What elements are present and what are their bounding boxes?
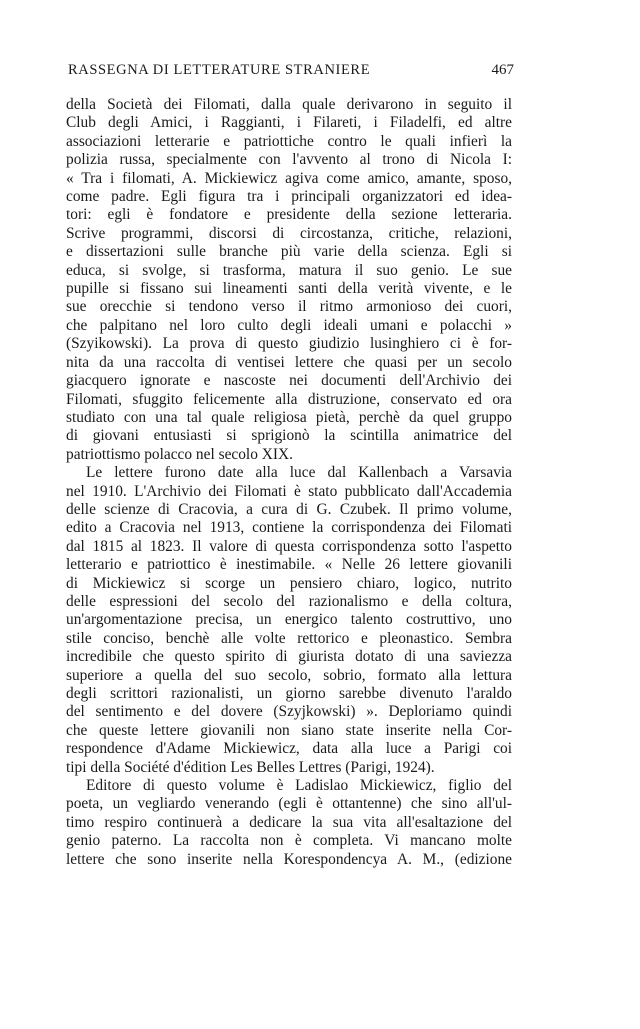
text-line: Club degli Amici, i Raggianti, i Filareti, i Filadelfi, ed altre <box>66 114 512 132</box>
text-line: superiore a quella del suo secolo, sobrio, formato alla lettura <box>66 666 512 684</box>
text-line: nita da una raccolta di ventisei lettere che quasi per un secolo <box>66 353 512 371</box>
text-line: dal 1815 al 1823. Il valore di questa corrispondenza sotto l'aspetto <box>66 537 512 555</box>
text-line: timo respiro continuerà a dedicare la sua vita all'esaltazione del <box>66 813 512 831</box>
text-line: polizia russa, specialmente con l'avvento al trono di Nicola I: <box>66 151 512 169</box>
text-line: giacquero ignorate e nascoste nei documenti dell'Archivio dei <box>66 372 512 390</box>
text-line: della Società dei Filomati, dalla quale derivarono in seguito il <box>66 96 512 113</box>
text-line: Editore di questo volume è Ladislao Mickiewicz, figlio del <box>86 777 512 795</box>
text-line: edito a Cracovia nel 1913, contiene la corrispondenza dei Filomati <box>66 519 512 537</box>
text-line: incredibile che questo spirito di giurista dotato di una saviezza <box>66 648 512 666</box>
text-line: educa, si svolge, si trasforma, matura il suo genio. Le sue <box>66 261 512 279</box>
text-line: (Szyikowski). La prova di questo giudizio lusinghiero ci è for- <box>66 335 512 353</box>
text-line: tori: egli è fondatore e presidente della sezione letteraria. <box>66 206 512 224</box>
text-line: Scrive programmi, discorsi di circostanza, critiche, relazioni, <box>66 224 512 242</box>
text-line: nel 1910. L'Archivio dei Filomati è stato pubblicato dall'Accademia <box>66 482 512 500</box>
body-text <box>66 96 512 869</box>
text-line: studiato con una tal quale religiosa pietà, perchè da quel gruppo <box>66 408 512 426</box>
text-line: Filomati, sfuggito felicemente alla distruzione, conservato ed ora <box>66 390 512 408</box>
text-line: poeta, un vegliardo venerando (egli è ottantenne) che sino all'ul- <box>66 795 512 813</box>
text-line: delle espressioni del secolo del razionalismo e della coltura, <box>66 592 512 610</box>
running-head <box>68 62 514 79</box>
text-line: pupille si fissano sui lineamenti santi della verità vivente, e le <box>66 280 512 298</box>
text-line: che queste lettere giovanili non siano state inserite nella Cor- <box>66 721 512 739</box>
page-number: 467 <box>491 62 514 78</box>
text-line: stile conciso, benchè alle volte rettorico e pleonastico. Sembra <box>66 629 512 647</box>
text-line: come padre. Egli figura tra i principali organizzatori ed idea- <box>66 188 512 206</box>
text-line: e dissertazioni sulle branche più varie della scienza. Egli si <box>66 243 512 261</box>
text-line: Le lettere furono date alla luce dal Kallenbach a Varsavia <box>86 464 512 482</box>
text-line: degli scrittori razionalisti, un giorno sarebbe divenuto l'araldo <box>66 685 512 702</box>
text-line: tipi della Société d'édition Les Belles Lettres (Parigi, 1924). <box>66 758 435 776</box>
running-title: RASSEGNA DI LETTERATURE STRANIERE <box>68 62 371 78</box>
text-line: respondence d'Adame Mickiewicz, data alla luce a Parigi coi <box>66 740 512 758</box>
text-line: un'argomentazione precisa, un energico talento costruttivo, uno <box>66 611 512 629</box>
text-line: « Tra i filomati, A. Mickiewicz agiva come amico, amante, sposo, <box>66 169 512 187</box>
text-line: di Mickiewicz si scorge un pensiero chiaro, logico, nutrito <box>66 574 512 592</box>
text-line: lettere che sono inserite nella Korespondencya A. M., (edizione <box>66 850 512 868</box>
text-line: genio paterno. La raccolta non è completa. Vi mancano molte <box>66 832 512 850</box>
text-line: che palpitano nel loro culto degli ideali umani e polacchi » <box>66 316 512 334</box>
text-line: delle scienze di Cracovia, a cura di G. Czubek. Il primo volume, <box>66 500 512 518</box>
text-line: letterario e patriottico è inestimabile. « Nelle 26 lettere giovanili <box>66 556 512 574</box>
text-line: sue orecchie si tendono verso il ritmo armonioso dei cuori, <box>66 298 512 316</box>
text-line: patriottismo polacco nel secolo XIX. <box>66 445 293 463</box>
text-line: associazioni letterarie e patriottiche contro le quali infierì la <box>66 132 512 150</box>
text-line: di giovani entusiasti si sprigionò la scintilla animatrice del <box>66 427 512 445</box>
text-line: del sentimento e del dovere (Szyjkowski) ». Deploriamo quindi <box>66 703 512 721</box>
